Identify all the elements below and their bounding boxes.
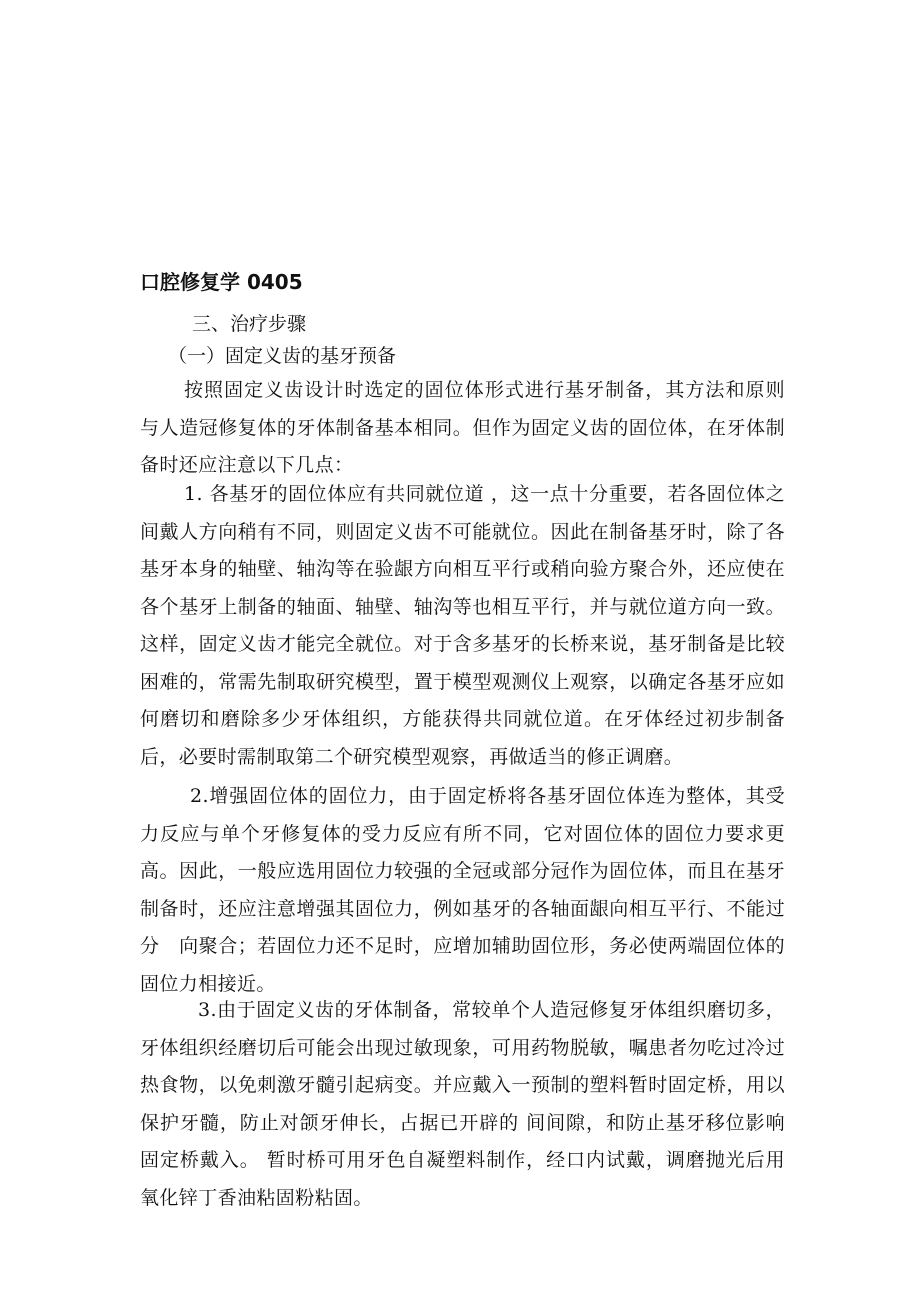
- point-1-paragraph: 1. 各基牙的固位体应有共同就位道 ，这一点十分重要，若各固位体之间戴人方向稍有不同，则固定义齿不可能就位。因此在制备基牙时，除了各基牙本身的轴壁、轴沟等在验龈方向相互平行或稍向验方聚合外，还应使在各个基牙上制备的轴面、轴壁、轴沟等也相互平行，并与就位道方向一致。这样，固定义齿才能完全就位。对于含多基牙的长桥来说，基牙制备是比较困难的，常需先制取研究模型，置于模型观测仪上观察，以确定各基牙应如何磨切和磨除多少牙体组织，方能获得共同就位道。在牙体经过初步制备后，必要时需制取第二个研究模型观察，再做适当的修正调磨。: [140, 483, 785, 768]
- section-heading: 三、治疗步骤: [192, 313, 307, 335]
- subsection-heading: （一）固定义齿的基牙预备: [168, 345, 397, 367]
- document-title: 口腔修复学 0405: [140, 270, 303, 294]
- intro-paragraph: 按照固定义齿设计时选定的固位体形式进行基牙制备，其方法和原则与人造冠修复体的牙体制备基本相同。但作为固定义齿的固位体，在牙体制备时还应注意以下几点：: [140, 379, 785, 476]
- point-2-paragraph: 2.增强固位体的固位力，由于固定桥将各基牙固位体连为整体，其受力反应与单个牙修复体的受力反应有所不同，它对固位体的固位力要求更高。因此，一般应选用固位力较强的全冠或部分冠作为固位体，而且在基牙制备时，还应注意增强其固位力，例如基牙的各轴面龈向相互平行、不能过分 向聚合；若固位力还不足时，应增加辅助固位形，务必使两端固位体的固位力相接近。: [140, 785, 785, 995]
- point-3-paragraph: 3.由于固定义齿的牙体制备，常较单个人造冠修复牙体组织磨切多，牙体组织经磨切后可能会出现过敏现象，可用药物脱敏，嘱患者勿吃过冷过热食物，以免刺激牙髓引起病变。并应戴入一预制的塑料暂时固定桥，用以保护牙髓，防止对颌牙伸长，占据已开辟的 间间隙，和防止基牙移位影响固定桥戴入。 暂时桥可用牙色自凝塑料制作，经口内试戴，调磨抛光后用氧化锌丁香油粘固粉粘固。: [140, 999, 785, 1209]
